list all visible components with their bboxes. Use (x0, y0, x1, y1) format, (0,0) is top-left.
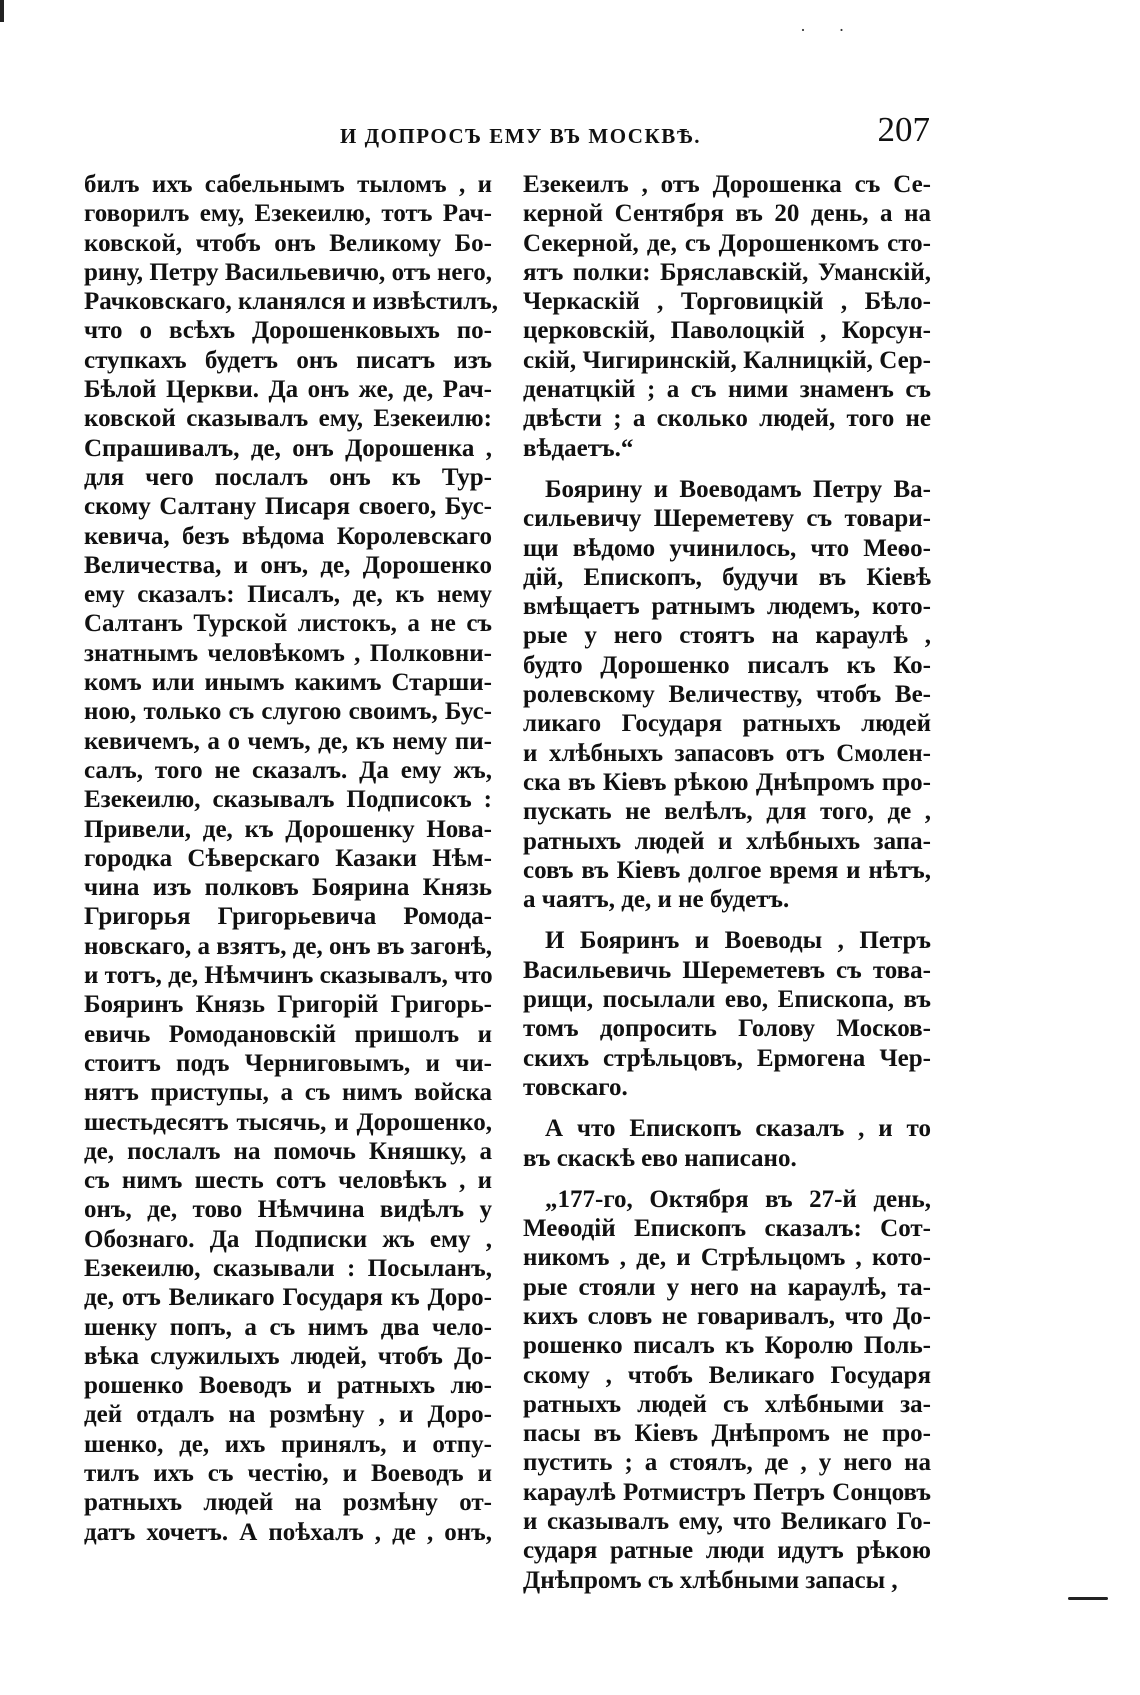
text-line: совъ въ Кіевъ долгое время и нѣтъ, (523, 856, 931, 884)
text-line: ска въ Кіевъ рѣкою Днѣпромъ про- (523, 768, 931, 796)
text-line: нятъ приступы, а съ нимъ войска (84, 1079, 492, 1107)
text-line: знатнымъ человѣкомъ , Полковни- (84, 639, 492, 667)
text-line: Боярину и Воеводамъ Петру Ва- (545, 475, 931, 503)
text-line: вмѣщаетъ ратнымъ людемъ, кото- (523, 593, 931, 621)
text-line: вѣка служилыхъ людей, чтобъ До- (84, 1342, 492, 1370)
text-line: товскаго. (523, 1073, 628, 1101)
text-line: вѣдаетъ.“ (523, 434, 634, 462)
text-line: щи вѣдомо учинилось, что Меѳо- (523, 534, 931, 562)
text-line: шестьдесятъ тысячь, и Дорошенко, (84, 1108, 492, 1136)
text-line: церковскій, Паволоцкій , Корсун- (523, 317, 931, 345)
text-line: билъ ихъ сабельнымъ тыломъ , и (84, 171, 492, 198)
text-line: сударя ратные люди идутъ рѣкою (523, 1537, 931, 1565)
text-line: Езекеилъ , отъ Дорошенка съ Се- (523, 171, 931, 198)
text-line: Днѣпромъ съ хлѣбными запасы , (523, 1566, 898, 1594)
text-line: Езекеилю, сказывалъ Подписокъ : (84, 786, 492, 814)
text-line: и тотъ, де, Нѣмчинъ сказывалъ, что (84, 962, 493, 990)
text-line: кевича, безъ вѣдома Королевскаго (84, 522, 492, 550)
text-line: что о всѣхъ Дорошенковыхъ по- (84, 317, 492, 345)
text-line: Рачковскаго, кланялся и извѣстилъ, (84, 288, 498, 316)
paragraph (523, 475, 931, 914)
text-line: кихъ словъ не говаривалъ, что До- (523, 1302, 931, 1330)
text-line: съ нимъ шесть сотъ человѣкъ , и (84, 1167, 492, 1195)
left-column (84, 170, 498, 1547)
paragraph-gap (523, 463, 931, 475)
paragraph (523, 926, 931, 1102)
text-line: сильевичу Шереметеву съ товари- (523, 505, 931, 533)
text-line: въ скаскѣ ево написано. (523, 1144, 797, 1172)
text-line: никомъ , де, и Стрѣльцомъ , кото- (523, 1244, 931, 1272)
text-line: Григорья Григорьевича Ромода- (84, 903, 492, 931)
text-line: комъ или инымъ какимъ Старши- (84, 669, 492, 697)
text-line: Величества, и онъ, де, Дорошенко (84, 551, 492, 579)
text-line: новскаго, а взятъ, де, онъ въ загонѣ, (84, 932, 492, 960)
text-line: ковской, чтобъ онъ Великому Бо- (84, 229, 492, 257)
text-line: И Бояринъ и Воеводы , Петръ (545, 927, 931, 955)
text-line: говорилъ ему, Езекеилю, тотъ Рач- (84, 200, 492, 228)
text-line: салъ, того не сказалъ. Да ему жъ, (84, 756, 492, 784)
text-line: шенко, де, ихъ принялъ, и отпу- (84, 1430, 492, 1458)
scan-edge-mark (0, 0, 4, 22)
text-line: двѣсти ; а сколько людей, того не (523, 405, 931, 433)
text-line: рошенко писалъ къ Королю Поль- (523, 1332, 931, 1360)
right-column (523, 170, 931, 1595)
text-line: онъ, де, тово Нѣмчина видѣлъ у (84, 1196, 492, 1224)
text-line: Спрашивалъ, де, онъ Дорошенка , (84, 434, 492, 462)
text-line: и сказывалъ ему, что Великаго Го- (523, 1508, 931, 1536)
page-number: 207 (877, 110, 930, 149)
text-line: томъ допросить Голову Москов- (523, 1015, 931, 1043)
paragraph (523, 170, 931, 463)
text-line: ною, только съ слугою своимъ, Бус- (84, 698, 492, 726)
text-line: А что Епископъ сказалъ , и то (545, 1115, 931, 1143)
text-line: пустить ; а стоялъ, де , у него на (523, 1449, 931, 1477)
text-line: датъ хочетъ. А поѣхалъ , де , онъ, (84, 1518, 492, 1546)
paragraph (523, 1114, 931, 1173)
text-line: ликаго Государя ратныхъ людей (523, 710, 931, 738)
text-line: ратныхъ людей и хлѣбныхъ запа- (523, 827, 931, 855)
text-line: ковской сказывалъ ему, Езекеилю: (84, 405, 492, 433)
text-line: рину, Петру Васильевичю, отъ него, (84, 258, 492, 286)
paragraph (523, 1185, 931, 1595)
text-line: ратныхъ людей съ хлѣбными за- (523, 1390, 931, 1418)
text-line: рые у него стоятъ на караулѣ , (523, 622, 931, 650)
text-line: керной Сентября въ 20 день, а на (523, 200, 931, 228)
paragraph-gap (523, 1173, 931, 1185)
margin-dash (1068, 1597, 1108, 1600)
text-line: дей отдалъ на розмѣну , и Доро- (84, 1401, 492, 1429)
text-line: „177-го, Октября въ 27-й день, (545, 1185, 931, 1213)
text-line: де, послалъ на помочь Княшку, а (84, 1137, 492, 1165)
text-line: скому , чтобъ Великаго Государя (523, 1361, 931, 1389)
paragraph-gap (523, 914, 931, 926)
text-line: Бѣлой Церкви. Да онъ же, де, Рач- (84, 376, 492, 404)
text-line: дій, Епископъ, будучи въ Кіевѣ (523, 563, 931, 591)
paragraph (84, 170, 498, 1547)
text-line: ему сказалъ: Писалъ, де, къ нему (84, 581, 492, 609)
page-header (84, 112, 930, 158)
text-line: Секерной, де, съ Дорошенкомъ сто- (523, 229, 931, 257)
text-line: скій, Чигиринскій, Калницкій, Сер- (523, 346, 931, 374)
text-line: шенку попъ, а съ нимъ два чело- (84, 1313, 492, 1341)
text-line: пасы въ Кіевъ Днѣпромъ не про- (523, 1420, 931, 1448)
text-line: рошенко Воеводъ и ратныхъ лю- (84, 1372, 492, 1400)
text-line: для чего послалъ онъ къ Тур- (84, 463, 492, 491)
text-line: Меѳодій Епископъ сказалъ: Сот- (523, 1215, 931, 1243)
text-line: стоитъ подъ Черниговымъ, и чи- (84, 1049, 492, 1077)
text-line: ролевскому Величеству, чтобъ Ве- (523, 681, 931, 709)
text-line: скому Салтану Писаря своего, Бус- (84, 493, 492, 521)
text-line: де, отъ Великаго Государя къ Доро- (84, 1284, 492, 1312)
text-line: денатцкій ; а съ ними знаменъ съ (523, 376, 931, 404)
text-line: скихъ стрѣльцовъ, Ермогена Чер- (523, 1044, 931, 1072)
text-line: тилъ ихъ съ честію, и Воеводъ и (84, 1460, 492, 1488)
text-line: ятъ полки: Бряславскій, Уманскій, (523, 258, 931, 286)
text-line: ступкахъ будетъ онъ писатъ изъ (84, 346, 492, 374)
text-line: пускать не велѣлъ, для того, де , (523, 798, 931, 826)
text-line: будто Дорошенко писалъ къ Ко- (523, 651, 931, 679)
text-line: евичь Ромодановскій пришолъ и (84, 1020, 492, 1048)
text-line: Черкаскій , Торговицкій , Бѣло- (523, 288, 931, 316)
text-line: Обознаго. Да Подписки жъ ему , (84, 1225, 492, 1253)
text-line: рищи, посылали ево, Епископа, въ (523, 986, 931, 1014)
text-line: Салтанъ Турской листокъ, а не съ (84, 610, 492, 638)
text-line: Езекеилю, сказывали : Посыланъ, (84, 1254, 492, 1282)
text-line: кевичемъ, а о чемъ, де, къ нему пи- (84, 727, 492, 755)
running-title: И ДОПРОСЪ ЕМУ ВЪ МОСКВѢ. (340, 124, 701, 148)
text-line: рые стояли у него на караулѣ, та- (523, 1273, 931, 1301)
text-line: чина изъ полковъ Боярина Князь (84, 874, 492, 902)
scan-specks: · · (800, 20, 859, 40)
text-line: и хлѣбныхъ запасовъ отъ Смолен- (523, 739, 931, 767)
text-line: ратныхъ людей на розмѣну от- (84, 1489, 492, 1517)
text-line: городка Сѣверскаго Казаки Нѣм- (84, 844, 492, 872)
text-line: а чаятъ, де, и не будетъ. (523, 886, 790, 914)
paragraph-gap (523, 1102, 931, 1114)
text-line: Бояринъ Князь Григорій Григорь- (84, 991, 492, 1019)
text-line: караулѣ Ротмистръ Петръ Сонцовъ (523, 1478, 931, 1506)
text-line: Васильевичь Шереметевъ съ това- (523, 956, 931, 984)
text-line: Привели, де, къ Дорошенку Нова- (84, 815, 492, 843)
